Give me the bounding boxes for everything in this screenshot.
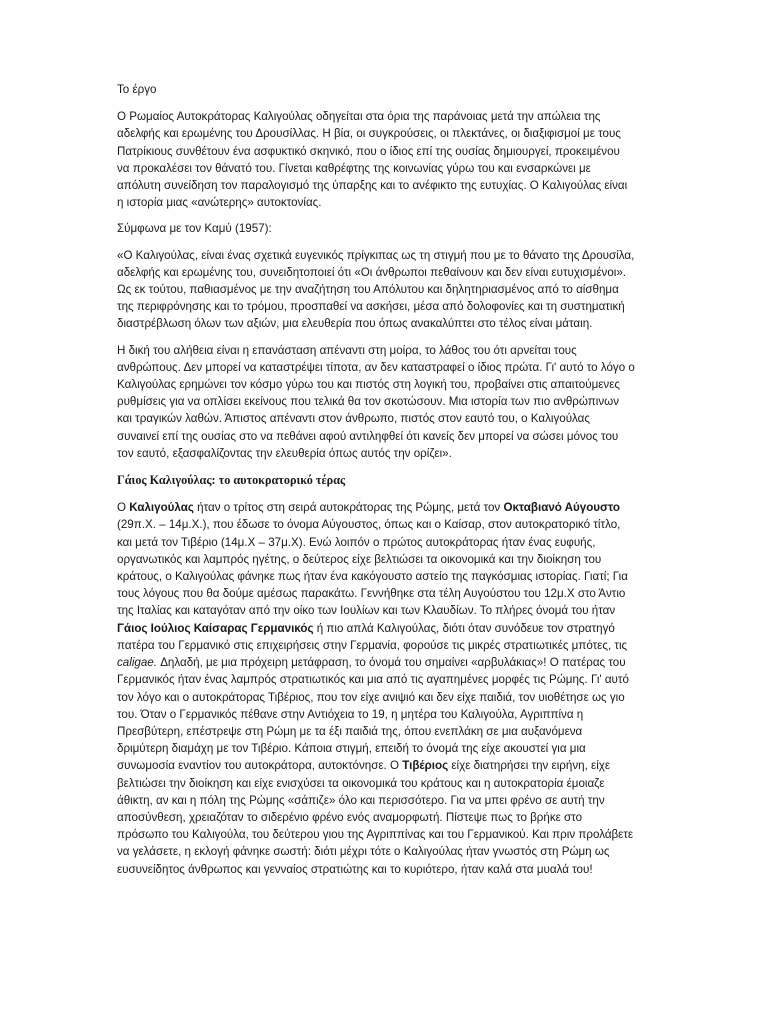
bold-name-caligula: Καλιγούλας — [129, 501, 194, 515]
text-span: ή πιο απλά Καλιγούλας, διότι όταν συνόδευε τον στρατηγό πατέρα του Γερμανικό στις επιχειρήσεις στην Γερμανία, φορούσε τις μικρές στρατιωτικές μπότες, τις — [117, 621, 628, 652]
camus-quote-paragraph: «Ο Καλιγούλας, είναι ένας σχετικά ευγενικός πρίγκιπας ως τη στιγμή που με το θάνατο της Δρουσίλα, αδελφής και ερωμένης του, συνειδητοποιεί ότι «Οι άνθρωποι πεθαίνουν και δεν είναι ευτυχισμένοι». Ως εκ τούτου, παθιασμένος με την αναζήτηση του Απόλυτου και δηλητηριασμένος από το αίσθημα της περιφρόνησης και το τρόμου, προσπαθεί να ασκήσει, μέσα από δολοφονίες και τη συστηματική διαστρέβλωση όλων των αξιών, μια ελευθερία που όπως ανακαλύπτει στο τέλος είναι μάταιη. — [117, 248, 635, 331]
text-span: είχε διατηρήσει την ειρήνη, είχε βελτιώσει την διοίκηση και είχε ενισχύσει τα οικονομικά του κράτους και η αυτοκρατορία έμοιαζε άθικτη, αν και η πόλη της Ρώμης «σάπιζε» όλο και περισσότερο. Για να μπει φρένο σε αυτή την αποσύνθεση, χρειαζόταν το σιδερένιο φρένο ενός αναμορφωτή. Πίστεψε πως το βρήκε στο πρόσωπο του Καλιγούλα, του δεύτερου γιου της Αγριππίνας και του Γερμανικού. Και πριν προλάβετε να γελάσετε, η εκλογή φάνηκε σωστή: διότι μέχρι τότε ο Καλιγούλας ήταν γνωστός στη Ρώμη ως ευσυνείδητος άνθρωπος και γενναίος στρατιώτης και το κυριότερο, ήταν καλά στα μυαλά του! — [117, 759, 634, 876]
text-span: ήταν ο τρίτος στη σειρά αυτοκράτορας της Ρώμης, μετά τον — [193, 501, 504, 515]
biography-paragraph — [117, 499, 635, 877]
section-title: Το έργο — [117, 83, 157, 96]
text-span: Δηλαδή, με μια πρόχειρη μετάφραση, το όνομά του σημαίνει «αρβυλάκιας»! Ο πατέρας του Γερμανικός ήταν ένας λαμπρός στρατιωτικός και μια από τις αγαπημένες μορφές τις Ρώμης. Γι' αυτό τον λόγο και ο αυτοκράτορας Τιβέριος, που τον είχε ανιψιό και δεν είχε παιδιά, τον υιοθέτησε ως γιο του. Όταν ο Γερμανικός πέθανε στην Αντιόχεια το 19, η μητέρα του Καλιγούλα, Αγριππίνα η Πρεσβύτερη, επέστρεψε στη Ρώμη με τα έξι παιδιά της, όπου ενεπλάκη σε μια αυξανόμενα δριμύτερη διαμάχη με τον Τιβέριο. Κάποια στιγμή, επειδή το όνομά της είχε ακουστεί για μια συνωμοσία εναντίον του αυτοκράτορα, αυτοκτόνησε. Ο — [117, 656, 629, 773]
bold-full-name: Γάιος Ιούλιος Καίσαρας Γερμανικός — [117, 621, 314, 635]
bold-name-tiberius: Τιβέριος — [402, 759, 449, 773]
section-heading: Γάιος Καλιγούλας: το αυτοκρατορικό τέρας — [117, 473, 346, 488]
italic-caligae: caligae. — [117, 656, 157, 670]
truth-paragraph: Η δική του αλήθεια είναι η επανάσταση απέναντι στη μοίρα, το λάθος του ότι αρνείται τους ανθρώπους. Δεν μπορεί να καταστρέψει τίποτα, αν δεν καταστραφεί ο ίδιος πρώτα. Γι' αυτό το λόγο ο Καλιγούλας ερημώνει τον κόσμο γύρω του και πιστός στη λογική του, προβαίνει στις απαιτούμενες ρυθμίσεις για να οπλίσει εκείνους που τελικά θα τον σκοτώσουν. Μια ιστορία των πιο ανθρώπινων και τραγικών λαθών. Άπιστος απέναντι στον άνθρωπο, πιστός στον εαυτό του, ο Καλιγούλας συναινεί επί της ουσίας στο να πεθάνει αφού αντιληφθεί ότι κανείς δεν μπορεί να σώσει μόνος του τον εαυτό, εξασφαλίζοντας την ελευθερία όπως αυτός την ορίζει». — [117, 343, 635, 460]
intro-paragraph: Ο Ρωμαίος Αυτοκράτορας Καλιγούλας οδηγείται στα όρια της παράνοιας μετά την απώλεια της αδελφής και ερωμένης του Δρουσίλλας. Η βία, οι συγκρούσεις, οι πλεκτάνες, οι διαξιφισμοί με τους Πατρίκιους συνθέτουν ένα ασφυκτικό σκηνικό, που ο ίδιος επί της ουσίας δημιουργεί, προκειμένου να προκαλέσει τον θάνατό του. Γίνεται καθρέφτης της κοινωνίας γύρω του και ενσαρκώνει με απόλυτη συνείδηση τον παραλογισμό της ύπαρξης και το ανέφικτο της ευτυχίας. Ο Καλιγούλας είναι η ιστορία μιας «ανώτερης» αυτοκτονίας. — [117, 110, 628, 210]
text-span: (29π.Χ. – 14μ.Χ.), που έδωσε το όνομα Αύγουστος, όπως και ο Καίσαρ, στον αυτοκρατορικό τίτλο, και μετά τον Τιβέριο (14μ.Χ – 37μ.Χ). Ενώ λοιπόν ο πρώτος αυτοκράτορας ήταν ένας ευφυής, οργανωτικός και λαμπρός ηγέτης, ο δεύτερος είχε βελτιώσει τα οικονομικά και την διοίκηση του κράτους, ο Καλιγούλας φάνηκε πως ήταν ένα κακόγουστο αστείο της παγκόσμιας ιστορίας. Γιατί; Για τους λόγους που θα δούμε αμέσως παρακάτω. Γεννήθηκε στα τέλη Αυγούστου του 12μ.Χ στο Άντιο της Ιταλίας και καταγόταν από την οίκο των Ιουλίων και των Κλαυδίων. Το πλήρες όνομά του ήταν — [117, 518, 628, 618]
text-span: Ο — [117, 501, 130, 515]
bold-name-augustus: Οκταβιανό Αύγουστο — [503, 501, 620, 515]
camus-intro-paragraph: Σύμφωνα με τον Καμύ (1957): — [117, 222, 272, 236]
document-body — [117, 81, 635, 878]
